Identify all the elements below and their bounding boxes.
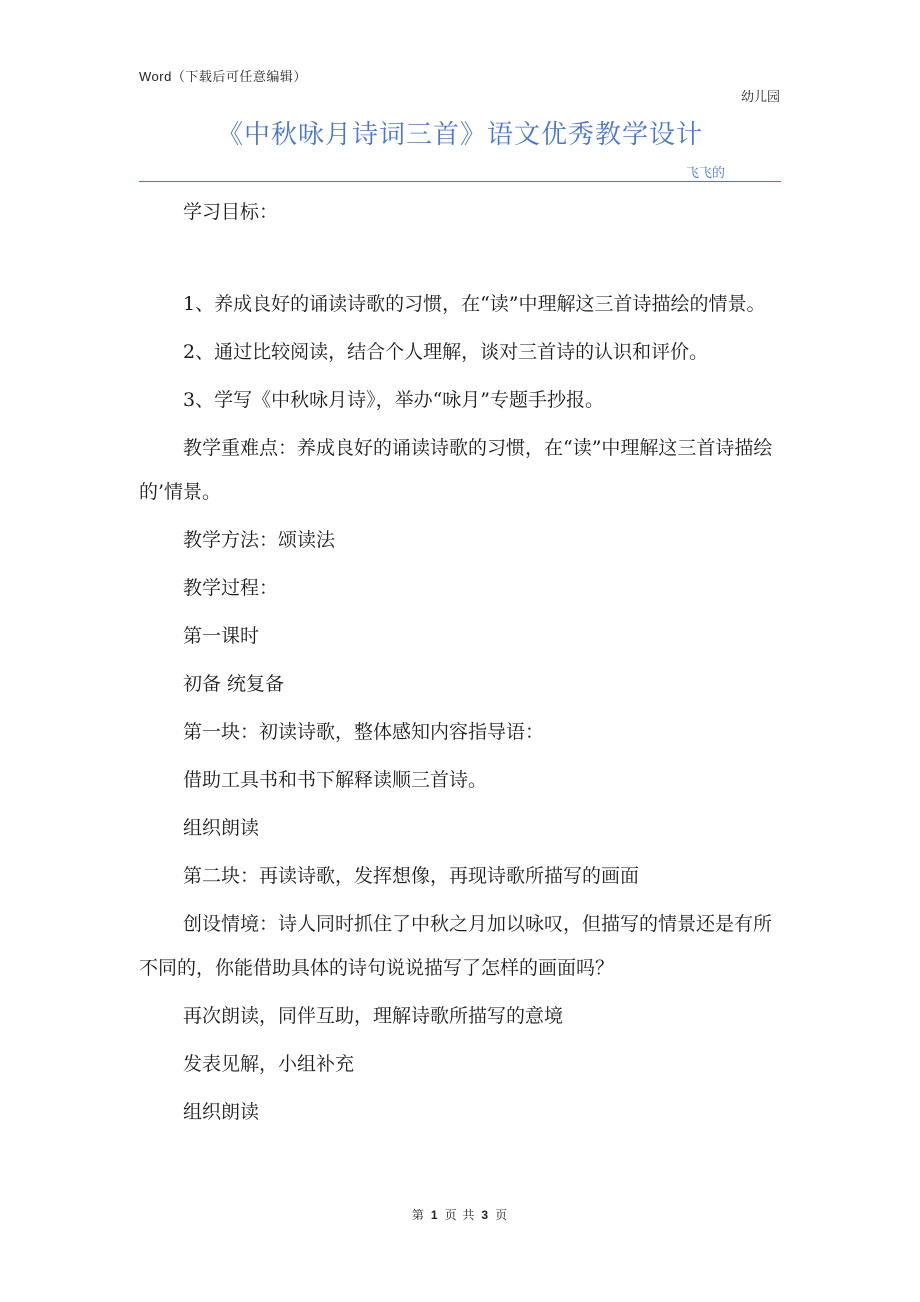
author-label: 飞飞的 [686,166,726,181]
total-pages: 3 [481,1208,490,1222]
paragraph: 借助工具书和书下解释读顺三首诗。 [183,769,488,791]
page-footer [0,1206,920,1223]
paragraph: 1、养成良好的诵读诗歌的习惯，在“读”中理解这三首诗描绘的情景。 [183,293,766,315]
paragraph: 教学过程： [183,577,279,599]
paragraph: 2、通过比较阅读，结合个人理解，谈对三首诗的认识和评价。 [183,341,709,363]
paragraph: 创设情境：诗人同时抓住了中秋之月加以咏叹，但描写的情景还是有所不同的，你能借助具体的诗句说说描写了怎样的画面吗？ [139,913,773,979]
paragraph: 教学方法：颂读法 [183,529,336,551]
footer-suffix: 页 [495,1208,509,1222]
page-number: 1 [430,1208,439,1222]
paragraph: 组织朗读 [183,817,260,839]
paragraph: 初备 统复备 [183,673,285,695]
paragraph: 第一块：初读诗歌，整体感知内容指导语： [183,721,545,743]
category-label: 幼儿园 [740,90,780,105]
paragraph: 学习目标： [183,201,279,223]
paragraph: 第二块：再读诗歌，发挥想像，再现诗歌所描写的画面 [183,865,640,887]
word-edit-note: Word（下载后可任意编辑） [139,69,307,84]
footer-middle: 页 共 [444,1208,476,1222]
paragraph: 组织朗读 [183,1101,260,1123]
title-divider [139,181,781,182]
paragraph: 再次朗读，同伴互助，理解诗歌所描写的意境 [183,1005,564,1027]
paragraph: 第一课时 [183,625,260,647]
paragraph: 发表见解，小组补充 [183,1053,355,1075]
document-title: 《中秋咏月诗词三首》语文优秀教学设计 [216,120,703,150]
footer-prefix: 第 [411,1208,425,1222]
paragraph: 教学重难点：养成良好的诵读诗歌的习惯，在“读”中理解这三首诗描绘的’情景。 [139,437,773,503]
document-body [139,190,781,1138]
paragraph: 3、学写《中秋咏月诗》，举办“咏月”专题手抄报。 [183,389,605,411]
